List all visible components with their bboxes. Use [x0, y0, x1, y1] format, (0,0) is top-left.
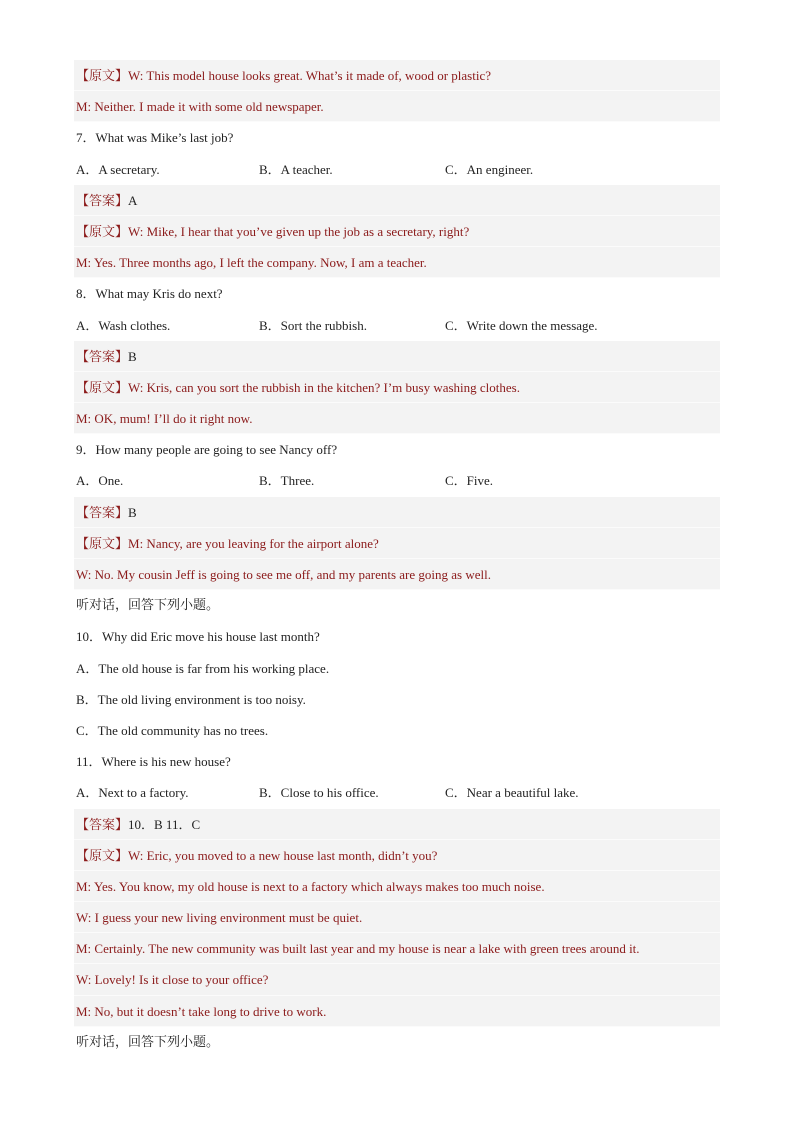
answer-line	[74, 497, 720, 528]
line-text: W: No. My cousin Jeff is going to see me off, and my parents are going as well.	[76, 567, 491, 582]
line-text: M: Certainly. The new community was built last year and my house is near a lake with green trees around it.	[76, 941, 640, 957]
section-instruction	[74, 1027, 720, 1058]
answer-options	[74, 154, 720, 185]
line-text: 11．Where is his new house?	[76, 754, 231, 770]
option-b: B．Three.	[259, 473, 315, 489]
option-a: A．One.	[76, 473, 124, 489]
transcript-continuation-line	[74, 933, 720, 964]
line-text: 9．How many people are going to see Nancy off?	[76, 442, 338, 458]
transcript-continuation-line	[74, 91, 720, 122]
line-text: 10．Why did Eric move his house last month?	[76, 629, 320, 645]
answer-line	[74, 185, 720, 216]
transcript-line	[74, 372, 720, 403]
answer-options	[74, 310, 720, 341]
section-tag: 【原文】	[76, 69, 129, 84]
option-c: C．Five.	[445, 473, 494, 489]
line-text: C．The old community has no trees.	[76, 722, 269, 738]
line-text: W: Lovely! Is it close to your office?	[76, 972, 269, 988]
line-text: W: Kris, can you sort the rubbish in the kitchen? I’m busy washing clothes.	[128, 379, 520, 395]
answer-line	[74, 341, 720, 372]
line-text: 听对话，回答下列小题。	[76, 1034, 220, 1050]
transcript-continuation-line	[74, 559, 720, 590]
transcript-continuation-line	[74, 902, 720, 933]
answer-options	[74, 465, 720, 496]
question-line	[74, 278, 720, 309]
line-text: M: Nancy, are you leaving for the airport alone?	[128, 535, 379, 551]
answer-options	[74, 777, 720, 808]
question-line	[74, 653, 720, 684]
transcript-continuation-line	[74, 964, 720, 995]
line-text: B	[128, 348, 137, 364]
line-text: W: This model house looks great. What’s it made of, wood or plastic?	[128, 68, 491, 83]
transcript-line	[74, 840, 720, 871]
line-text: B	[128, 504, 137, 520]
transcript-continuation-line	[74, 247, 720, 278]
line-text: M: OK, mum! I’ll do it right now.	[76, 411, 253, 427]
option-c: C．Near a beautiful lake.	[445, 785, 579, 801]
transcript-line	[74, 528, 720, 559]
section-tag: 【原文】	[76, 848, 129, 864]
line-text: W: Eric, you moved to a new house last month, didn’t you?	[128, 847, 438, 863]
answer-line	[74, 809, 720, 840]
line-text: A．The old house is far from his working place.	[76, 660, 330, 676]
line-text: 7．What was Mike’s last job?	[76, 130, 234, 146]
question-line	[74, 715, 720, 746]
option-c: C．An engineer.	[445, 161, 534, 177]
section-tag: 【答案】	[76, 193, 129, 209]
line-text: W: I guess your new living environment must be quiet.	[76, 910, 363, 926]
question-line	[74, 434, 720, 465]
document-page	[74, 60, 720, 1058]
section-tag: 【答案】	[76, 817, 129, 833]
line-text: M: No, but it doesn’t take long to drive to work.	[76, 1003, 327, 1019]
line-text: M: Yes. You know, my old house is next to a factory which always makes too much noise.	[76, 878, 545, 894]
option-b: B．Close to his office.	[259, 785, 379, 801]
line-text: M: Neither. I made it with some old newspaper.	[76, 99, 324, 115]
transcript-continuation-line	[74, 403, 720, 434]
question-line	[74, 684, 720, 715]
transcript-continuation-line	[74, 871, 720, 902]
option-c: C．Write down the message.	[445, 317, 598, 333]
transcript-line	[74, 216, 720, 247]
section-tag: 【答案】	[76, 349, 129, 365]
option-a: A．A secretary.	[76, 161, 160, 177]
option-a: A．Wash clothes.	[76, 317, 171, 333]
line-text: A	[128, 192, 138, 208]
question-line	[74, 122, 720, 153]
section-tag: 【原文】	[76, 380, 129, 396]
line-text: B．The old living environment is too noisy.	[76, 691, 306, 707]
option-b: B．Sort the rubbish.	[259, 317, 367, 333]
option-b: B．A teacher.	[259, 161, 333, 177]
line-text: W: Mike, I hear that you’ve given up the job as a secretary, right?	[128, 223, 470, 239]
line-text: 8．What may Kris do next?	[76, 286, 223, 302]
transcript-continuation-line	[74, 996, 720, 1027]
section-instruction	[74, 590, 720, 621]
line-text: M: Yes. Three months ago, I left the company. Now, I am a teacher.	[76, 255, 427, 271]
question-line	[74, 621, 720, 652]
section-tag: 【原文】	[76, 536, 129, 552]
transcript-line	[74, 60, 720, 91]
question-line	[74, 746, 720, 777]
line-text: 10．B 11．C	[128, 816, 201, 832]
section-tag: 【原文】	[76, 224, 129, 240]
section-tag: 【答案】	[76, 505, 129, 521]
line-text: 听对话，回答下列小题。	[76, 598, 220, 614]
option-a: A．Next to a factory.	[76, 785, 189, 801]
